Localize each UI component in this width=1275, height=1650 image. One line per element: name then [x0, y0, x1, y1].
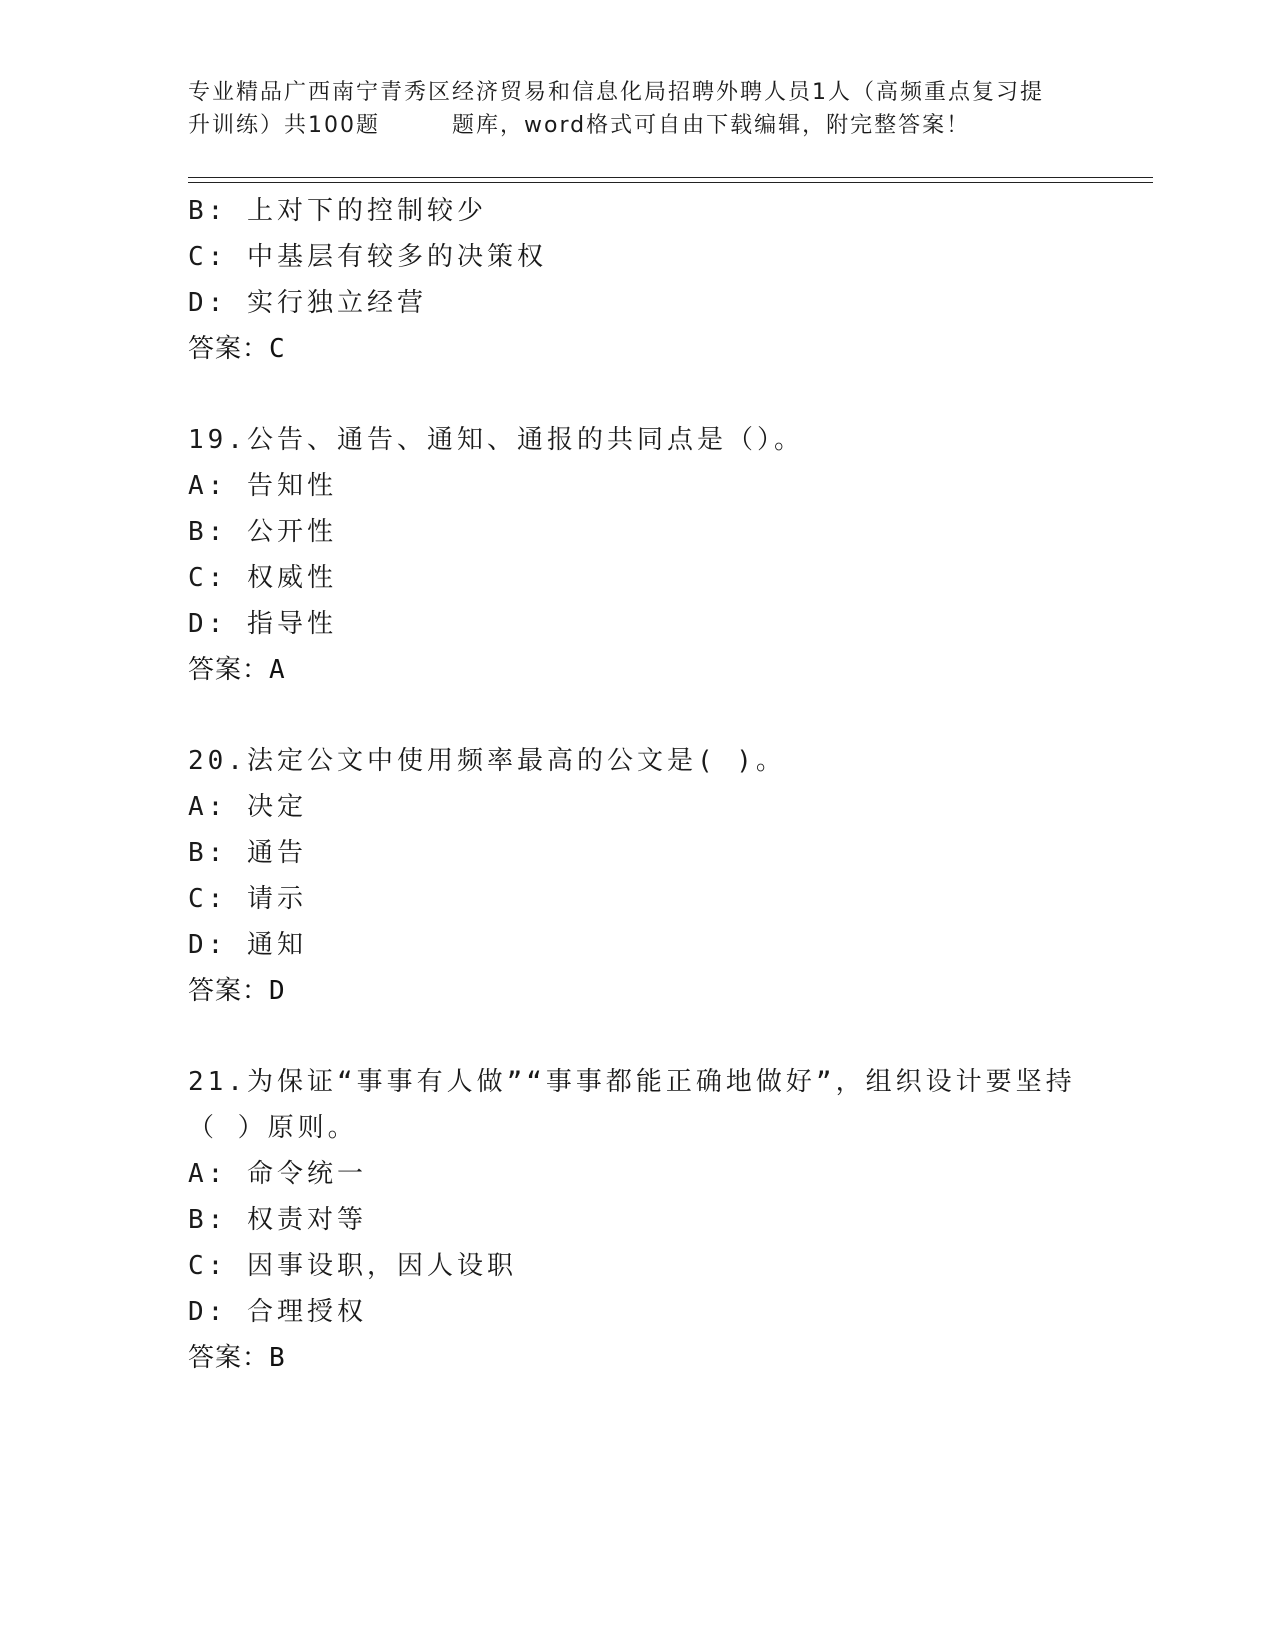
option-d: D: 合理授权: [188, 1297, 367, 1327]
answer-value: A: [269, 655, 286, 685]
option-d: D: 实行独立经营: [188, 288, 427, 318]
question-list: [188, 188, 1088, 1381]
question-stem: 20.法定公文中使用频率最高的公文是( )。: [188, 746, 786, 776]
answer-value: C: [269, 334, 286, 364]
option-c: C: 请示: [188, 884, 307, 914]
answer-label: 答案：: [188, 334, 270, 364]
header-title-part-b: 题库，word格式可自由下载编辑，附完整答案！: [452, 113, 971, 138]
option-c: C: 因事设职，因人设职: [188, 1251, 517, 1281]
option-b: B: 权责对等: [188, 1205, 367, 1235]
question-stem: 19.公告、通告、通知、通报的共同点是（）。: [188, 425, 804, 455]
option-a: A: 告知性: [188, 471, 337, 501]
option-a: A: 命令统一: [188, 1159, 367, 1189]
option-d: D: 指导性: [188, 609, 337, 639]
question-block-prev: [188, 188, 1088, 372]
option-b: B: 通告: [188, 838, 307, 868]
header-title-part-a: 升训练）共100题: [188, 113, 380, 138]
answer-line: [188, 1335, 1088, 1381]
answer-value: D: [269, 976, 286, 1006]
option-b: B: 公开性: [188, 517, 337, 547]
option-b: B: 上对下的控制较少: [188, 196, 487, 226]
option-d: D: 通知: [188, 930, 307, 960]
question-block-21: [188, 1059, 1088, 1381]
header-title-line-1: 专业精品广西南宁青秀区经济贸易和信息化局招聘外聘人员1人（高频重点复习提: [188, 80, 1044, 105]
answer-label: 答案：: [188, 655, 270, 685]
header-divider-bottom: [188, 182, 1153, 183]
answer-line: [188, 326, 1088, 372]
question-block-19: [188, 417, 1088, 693]
answer-label: 答案：: [188, 976, 270, 1006]
answer-line: [188, 968, 1088, 1014]
answer-value: B: [269, 1343, 286, 1373]
option-c: C: 中基层有较多的决策权: [188, 242, 547, 272]
option-c: C: 权威性: [188, 563, 337, 593]
option-a: A: 决定: [188, 792, 307, 822]
question-stem-line-1: 21.为保证“事事有人做”“事事都能正确地做好”，组织设计要坚持: [188, 1067, 1076, 1097]
question-stem-line-2: （ ）原则。: [188, 1113, 358, 1143]
answer-line: [188, 647, 1088, 693]
header-divider-top: [188, 177, 1153, 178]
answer-label: 答案：: [188, 1343, 270, 1373]
document-header: [188, 76, 1088, 142]
header-title-line-2: [188, 109, 1088, 142]
question-block-20: [188, 738, 1088, 1014]
